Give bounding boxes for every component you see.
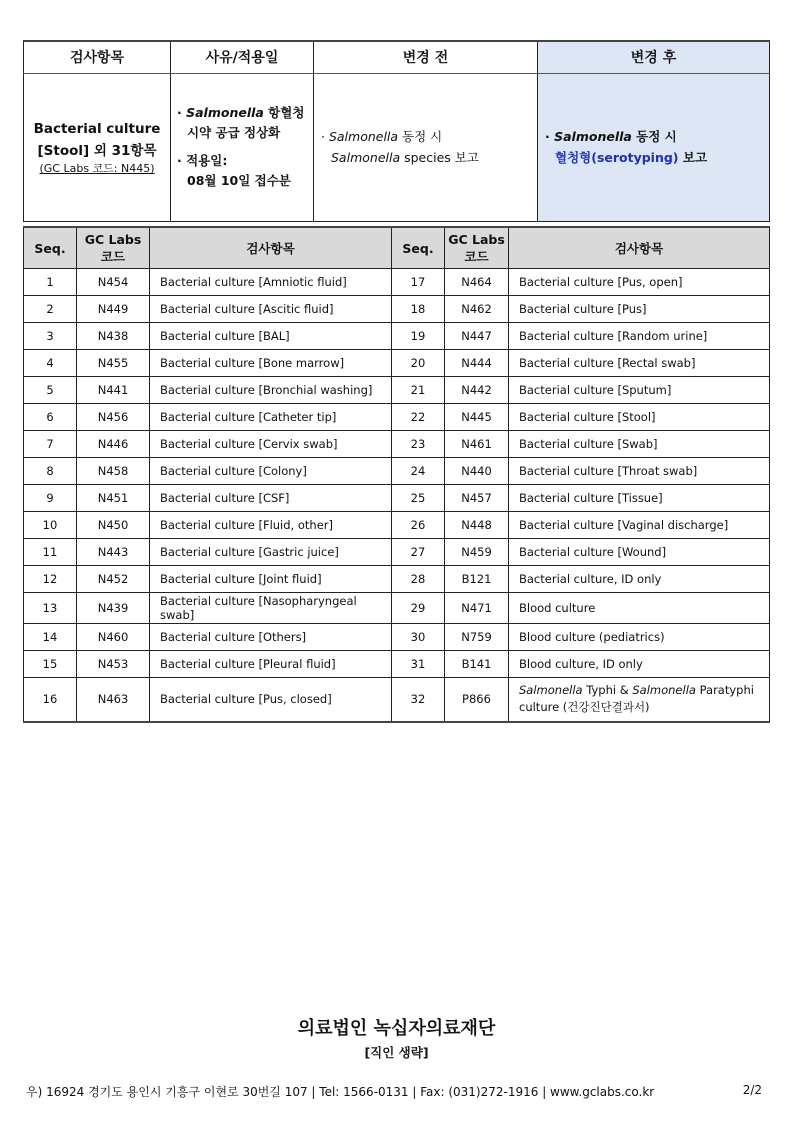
row-test-name: Bacterial culture [Swab] — [509, 431, 770, 458]
row-test-name: Bacterial culture [Ascitic fluid] — [150, 296, 392, 323]
row-test-name: Bacterial culture [Catheter tip] — [150, 404, 392, 431]
table-row — [24, 377, 770, 404]
row-code: N439 — [77, 593, 150, 624]
row-test-name: Bacterial culture [Random urine] — [509, 323, 770, 350]
row-code: N446 — [77, 431, 150, 458]
row-seq: 15 — [24, 651, 77, 678]
row-test-name: Bacterial culture [Pleural fluid] — [150, 651, 392, 678]
table-row — [24, 624, 770, 651]
table-row — [24, 431, 770, 458]
change-summary-table — [23, 40, 770, 222]
row-test-name: Blood culture (pediatrics) — [509, 624, 770, 651]
after-line2-rest: 보고 — [678, 150, 708, 165]
row-test-name: Bacterial culture [Throat swab] — [509, 458, 770, 485]
row-code: N441 — [77, 377, 150, 404]
row-seq: 5 — [24, 377, 77, 404]
summary-row — [24, 73, 770, 221]
row-seq: 8 — [24, 458, 77, 485]
row-seq: 31 — [392, 651, 445, 678]
row-code: N445 — [445, 404, 509, 431]
row-code: N457 — [445, 485, 509, 512]
after-line2 — [545, 147, 768, 168]
row-test-name: Bacterial culture [Gastric juice] — [150, 539, 392, 566]
before-organism-2: Salmonella — [331, 150, 401, 165]
summary-before-cell — [314, 73, 538, 221]
row-test-name: Bacterial culture [BAL] — [150, 323, 392, 350]
before-line1: · Salmonella 동정 시 — [321, 129, 443, 144]
reason-organism: Salmonella — [186, 105, 264, 120]
table-row — [24, 566, 770, 593]
row-seq: 6 — [24, 404, 77, 431]
row-test-name: Bacterial culture [Cervix swab] — [150, 431, 392, 458]
table-row — [24, 593, 770, 624]
row-test-name: Bacterial culture [Joint fluid] — [150, 566, 392, 593]
row-test-name: Bacterial culture [Stool] — [509, 404, 770, 431]
row-seq: 30 — [392, 624, 445, 651]
row-seq: 2 — [24, 296, 77, 323]
name-organism: Salmonella — [632, 683, 696, 698]
row-code: N447 — [445, 323, 509, 350]
row-code: N464 — [445, 269, 509, 296]
row-test-name: Bacterial culture [Vaginal discharge] — [509, 512, 770, 539]
row-test-name: Bacterial culture [CSF] — [150, 485, 392, 512]
reason-date: 08월 10일 접수분 — [187, 173, 291, 188]
row-code: N458 — [77, 458, 150, 485]
row-test-name: Bacterial culture, ID only — [509, 566, 770, 593]
row-code: N456 — [77, 404, 150, 431]
row-test-name: Bacterial culture [Others] — [150, 624, 392, 651]
header-name-left: 검사항목 — [150, 227, 392, 269]
row-seq: 9 — [24, 485, 77, 512]
row-code: N759 — [445, 624, 509, 651]
footer-address: 우) 16924 경기도 용인시 기흥구 이현로 30번길 107 | Tel: 1566-0131 | Fax: (031)272-1916 | www.gclabs.co.kr — [26, 1085, 655, 1099]
row-code: N448 — [445, 512, 509, 539]
row-seq: 29 — [392, 593, 445, 624]
row-seq: 20 — [392, 350, 445, 377]
test-item-list-table — [23, 226, 770, 723]
item-line1: Bacterial culture — [33, 121, 161, 137]
item-code: (GC Labs 코드: N445) — [39, 162, 155, 175]
row-test-name: Bacterial culture [Bone marrow] — [150, 350, 392, 377]
row-seq: 14 — [24, 624, 77, 651]
row-code: N443 — [77, 539, 150, 566]
table-row — [24, 485, 770, 512]
row-test-name: Bacterial culture [Pus, closed] — [150, 678, 392, 722]
row-seq: 23 — [392, 431, 445, 458]
row-test-name: Bacterial culture [Wound] — [509, 539, 770, 566]
name-organism: Salmonella — [519, 683, 583, 698]
row-code: N462 — [445, 296, 509, 323]
header-code-left: GC Labs 코드 — [77, 227, 150, 269]
header-seq-right: Seq. — [392, 227, 445, 269]
row-seq: 19 — [392, 323, 445, 350]
row-test-name: Bacterial culture [Tissue] — [509, 485, 770, 512]
table-row — [24, 678, 770, 722]
row-seq: 25 — [392, 485, 445, 512]
header-name-right: 검사항목 — [509, 227, 770, 269]
row-seq: 26 — [392, 512, 445, 539]
row-code: N471 — [445, 593, 509, 624]
row-seq: 11 — [24, 539, 77, 566]
row-seq: 24 — [392, 458, 445, 485]
item-line2: [Stool] 외 31항목 — [37, 143, 157, 159]
table-row — [24, 323, 770, 350]
before-line2 — [321, 147, 536, 168]
row-code: B141 — [445, 651, 509, 678]
page-number: 2/2 — [742, 1083, 762, 1097]
reason-bullet1-line2: 시약 공급 정상화 — [187, 125, 281, 140]
row-test-name: Bacterial culture [Sputum] — [509, 377, 770, 404]
row-seq: 12 — [24, 566, 77, 593]
row-test-name — [509, 678, 770, 722]
organization-name: 의료법인 녹십자의료재단 — [297, 1018, 496, 1039]
row-test-name: Bacterial culture [Fluid, other] — [150, 512, 392, 539]
row-code: N453 — [77, 651, 150, 678]
row-seq: 17 — [392, 269, 445, 296]
table-row — [24, 512, 770, 539]
row-test-name: Bacterial culture [Pus] — [509, 296, 770, 323]
name-line2: culture (건강진단결과서) — [519, 700, 650, 715]
header-reason-date: 사유/적용일 — [171, 41, 314, 73]
row-test-name: Blood culture — [509, 593, 770, 624]
after-line1: · Salmonella 동정 시 — [545, 129, 677, 144]
row-seq: 3 — [24, 323, 77, 350]
name-rest: Paratyphi — [695, 683, 754, 698]
row-code: N455 — [77, 350, 150, 377]
seal-omitted-note: [직인 생략] — [364, 1045, 429, 1060]
after-line1-rest: 동정 시 — [631, 129, 677, 144]
row-code: N460 — [77, 624, 150, 651]
row-code: N444 — [445, 350, 509, 377]
row-code: N452 — [77, 566, 150, 593]
row-seq: 22 — [392, 404, 445, 431]
row-test-name: Bacterial culture [Amniotic fluid] — [150, 269, 392, 296]
header-before: 변경 전 — [314, 41, 538, 73]
reason-bullet1: · Salmonella 항혈청 — [177, 105, 305, 120]
row-code: N451 — [77, 485, 150, 512]
before-line2-rest: species 보고 — [400, 150, 479, 165]
row-code: N463 — [77, 678, 150, 722]
summary-header-row — [24, 41, 770, 73]
before-line1-rest: 동정 시 — [398, 129, 443, 144]
row-seq: 1 — [24, 269, 77, 296]
list-header-row — [24, 227, 770, 269]
row-code: N438 — [77, 323, 150, 350]
row-seq: 13 — [24, 593, 77, 624]
table-row — [24, 296, 770, 323]
row-code: N459 — [445, 539, 509, 566]
row-seq: 16 — [24, 678, 77, 722]
summary-reason-cell — [171, 73, 314, 221]
row-code: N442 — [445, 377, 509, 404]
summary-item-cell — [24, 73, 171, 221]
reason-bullet1-rest: 항혈청 — [263, 105, 305, 120]
row-code: B121 — [445, 566, 509, 593]
row-seq: 18 — [392, 296, 445, 323]
row-seq: 7 — [24, 431, 77, 458]
name-mid: Typhi & — [582, 683, 633, 698]
header-code-right: GC Labs 코드 — [445, 227, 509, 269]
table-row — [24, 651, 770, 678]
row-seq: 21 — [392, 377, 445, 404]
table-row — [24, 269, 770, 296]
table-row — [24, 404, 770, 431]
header-test-item: 검사항목 — [24, 41, 171, 73]
row-code: N440 — [445, 458, 509, 485]
row-seq: 28 — [392, 566, 445, 593]
row-test-name: Bacterial culture [Colony] — [150, 458, 392, 485]
row-code: N449 — [77, 296, 150, 323]
list-body — [24, 269, 770, 722]
row-test-name: Bacterial culture [Pus, open] — [509, 269, 770, 296]
row-seq: 10 — [24, 512, 77, 539]
reason-bullet2: · 적용일: — [177, 153, 228, 168]
before-organism: Salmonella — [328, 129, 399, 144]
header-seq-left: Seq. — [24, 227, 77, 269]
row-code: P866 — [445, 678, 509, 722]
row-seq: 27 — [392, 539, 445, 566]
row-code: N454 — [77, 269, 150, 296]
summary-after-cell — [538, 73, 770, 221]
row-test-name: Blood culture, ID only — [509, 651, 770, 678]
after-serotyping: 혈청형(serotyping) — [555, 150, 679, 165]
row-seq: 32 — [392, 678, 445, 722]
table-row — [24, 458, 770, 485]
row-test-name: Bacterial culture [Rectal swab] — [509, 350, 770, 377]
row-test-name: Bacterial culture [Bronchial washing] — [150, 377, 392, 404]
row-test-name: Bacterial culture [Nasopharyngeal swab] — [150, 593, 392, 624]
after-organism: Salmonella — [554, 129, 632, 144]
row-seq: 4 — [24, 350, 77, 377]
row-code: N450 — [77, 512, 150, 539]
header-after: 변경 후 — [538, 41, 770, 73]
table-row — [24, 350, 770, 377]
row-code: N461 — [445, 431, 509, 458]
table-row — [24, 539, 770, 566]
